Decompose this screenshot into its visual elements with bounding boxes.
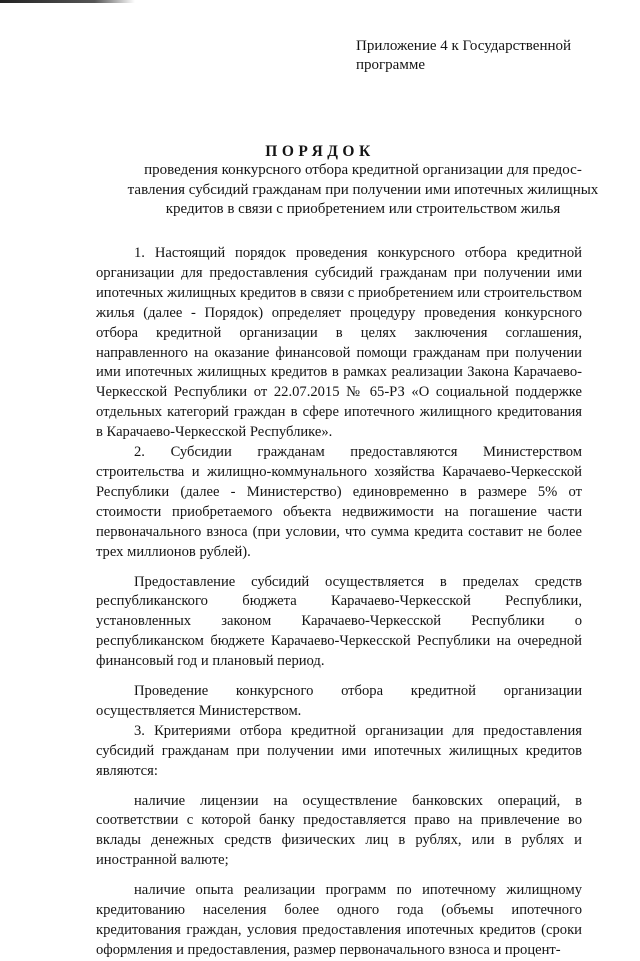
annex-line-2: программе — [356, 57, 425, 73]
annex-header — [356, 37, 616, 75]
paragraph-7: наличие опыта реализации программ по ипотечному жилищному кредитованию населения более одного года (объемы ипотечного кредитования граждан, условия предоставления ипотечных кредитов (сроки оформления и предоставления, размер первоначального взноса и процент- — [96, 882, 582, 958]
annex-line-1: Приложение 4 к Государственной — [356, 38, 572, 54]
document-body — [96, 244, 582, 961]
scan-edge-mark — [0, 0, 135, 3]
paragraph-4: Проведение конкурсного отбора кредитной организации осуществляется Министерством. — [96, 683, 582, 719]
document-subtitle — [118, 161, 608, 220]
paragraph-1: 1. Настоящий порядок проведения конкурсного отбора кредитной организации для предоставления субсидий гражданам при получении ими ипотечных жилищных кредитов в связи с приобретением или строительством жилья (далее - Порядок) определяет процедуру проведения конкурсного отбора кредитной организации в целях заключения соглашения, направленного на оказание финансовой помощи гражданам при получении ими ипотечных жилищных кредитов в рамках реализации Закона Карачаево-Черкесской Республики от 22.07.2015 № 65-РЗ «О социальной поддержке отдельных категорий граждан в сфере ипотечного жилищного кредитования в Карачаево-Черкесской Республике». — [96, 245, 582, 441]
paragraph-3: Предоставление субсидий осуществляется в пределах средств республиканского бюджета Карачаево-Черкесской Республики, установленных законом Карачаево-Черкесской Республики о республиканском бюджете Карачаево-Черкесской Республики на очередной финансовый год и плановый период. — [96, 573, 582, 670]
document-title: ПОРЯДОК — [265, 143, 375, 160]
subtitle-line-3: кредитов в связи с приобретением или строительством жилья — [165, 201, 561, 217]
paragraph-5: 3. Критериями отбора кредитной организации для предоставления субсидий гражданам при получении ими ипотечных жилищных кредитов являются: — [96, 722, 582, 779]
subtitle-line-2: тавления субсидий гражданам при получении ими ипотечных жилищных — [127, 181, 599, 198]
subtitle-line-1: проведения конкурсного отбора кредитной организации для предос- — [144, 162, 582, 178]
paragraph-6: наличие лицензии на осуществление банковских операций, в соответствии с которой банку предоставляется право на привлечение во вклады денежных средств физических лиц в рублях, или в рублях и иностранной валюте; — [96, 792, 582, 869]
paragraph-2: 2. Субсидии гражданам предоставляются Министерством строительства и жилищно-коммунального хозяйства Карачаево-Черкесской Республики (далее - Министерство) единовременно в размере 5% от стоимости приобретаемого объекта недвижимости на погашение части первоначального взноса (при условии, что сумма кредита составит не более трех миллионов рублей). — [96, 444, 582, 560]
